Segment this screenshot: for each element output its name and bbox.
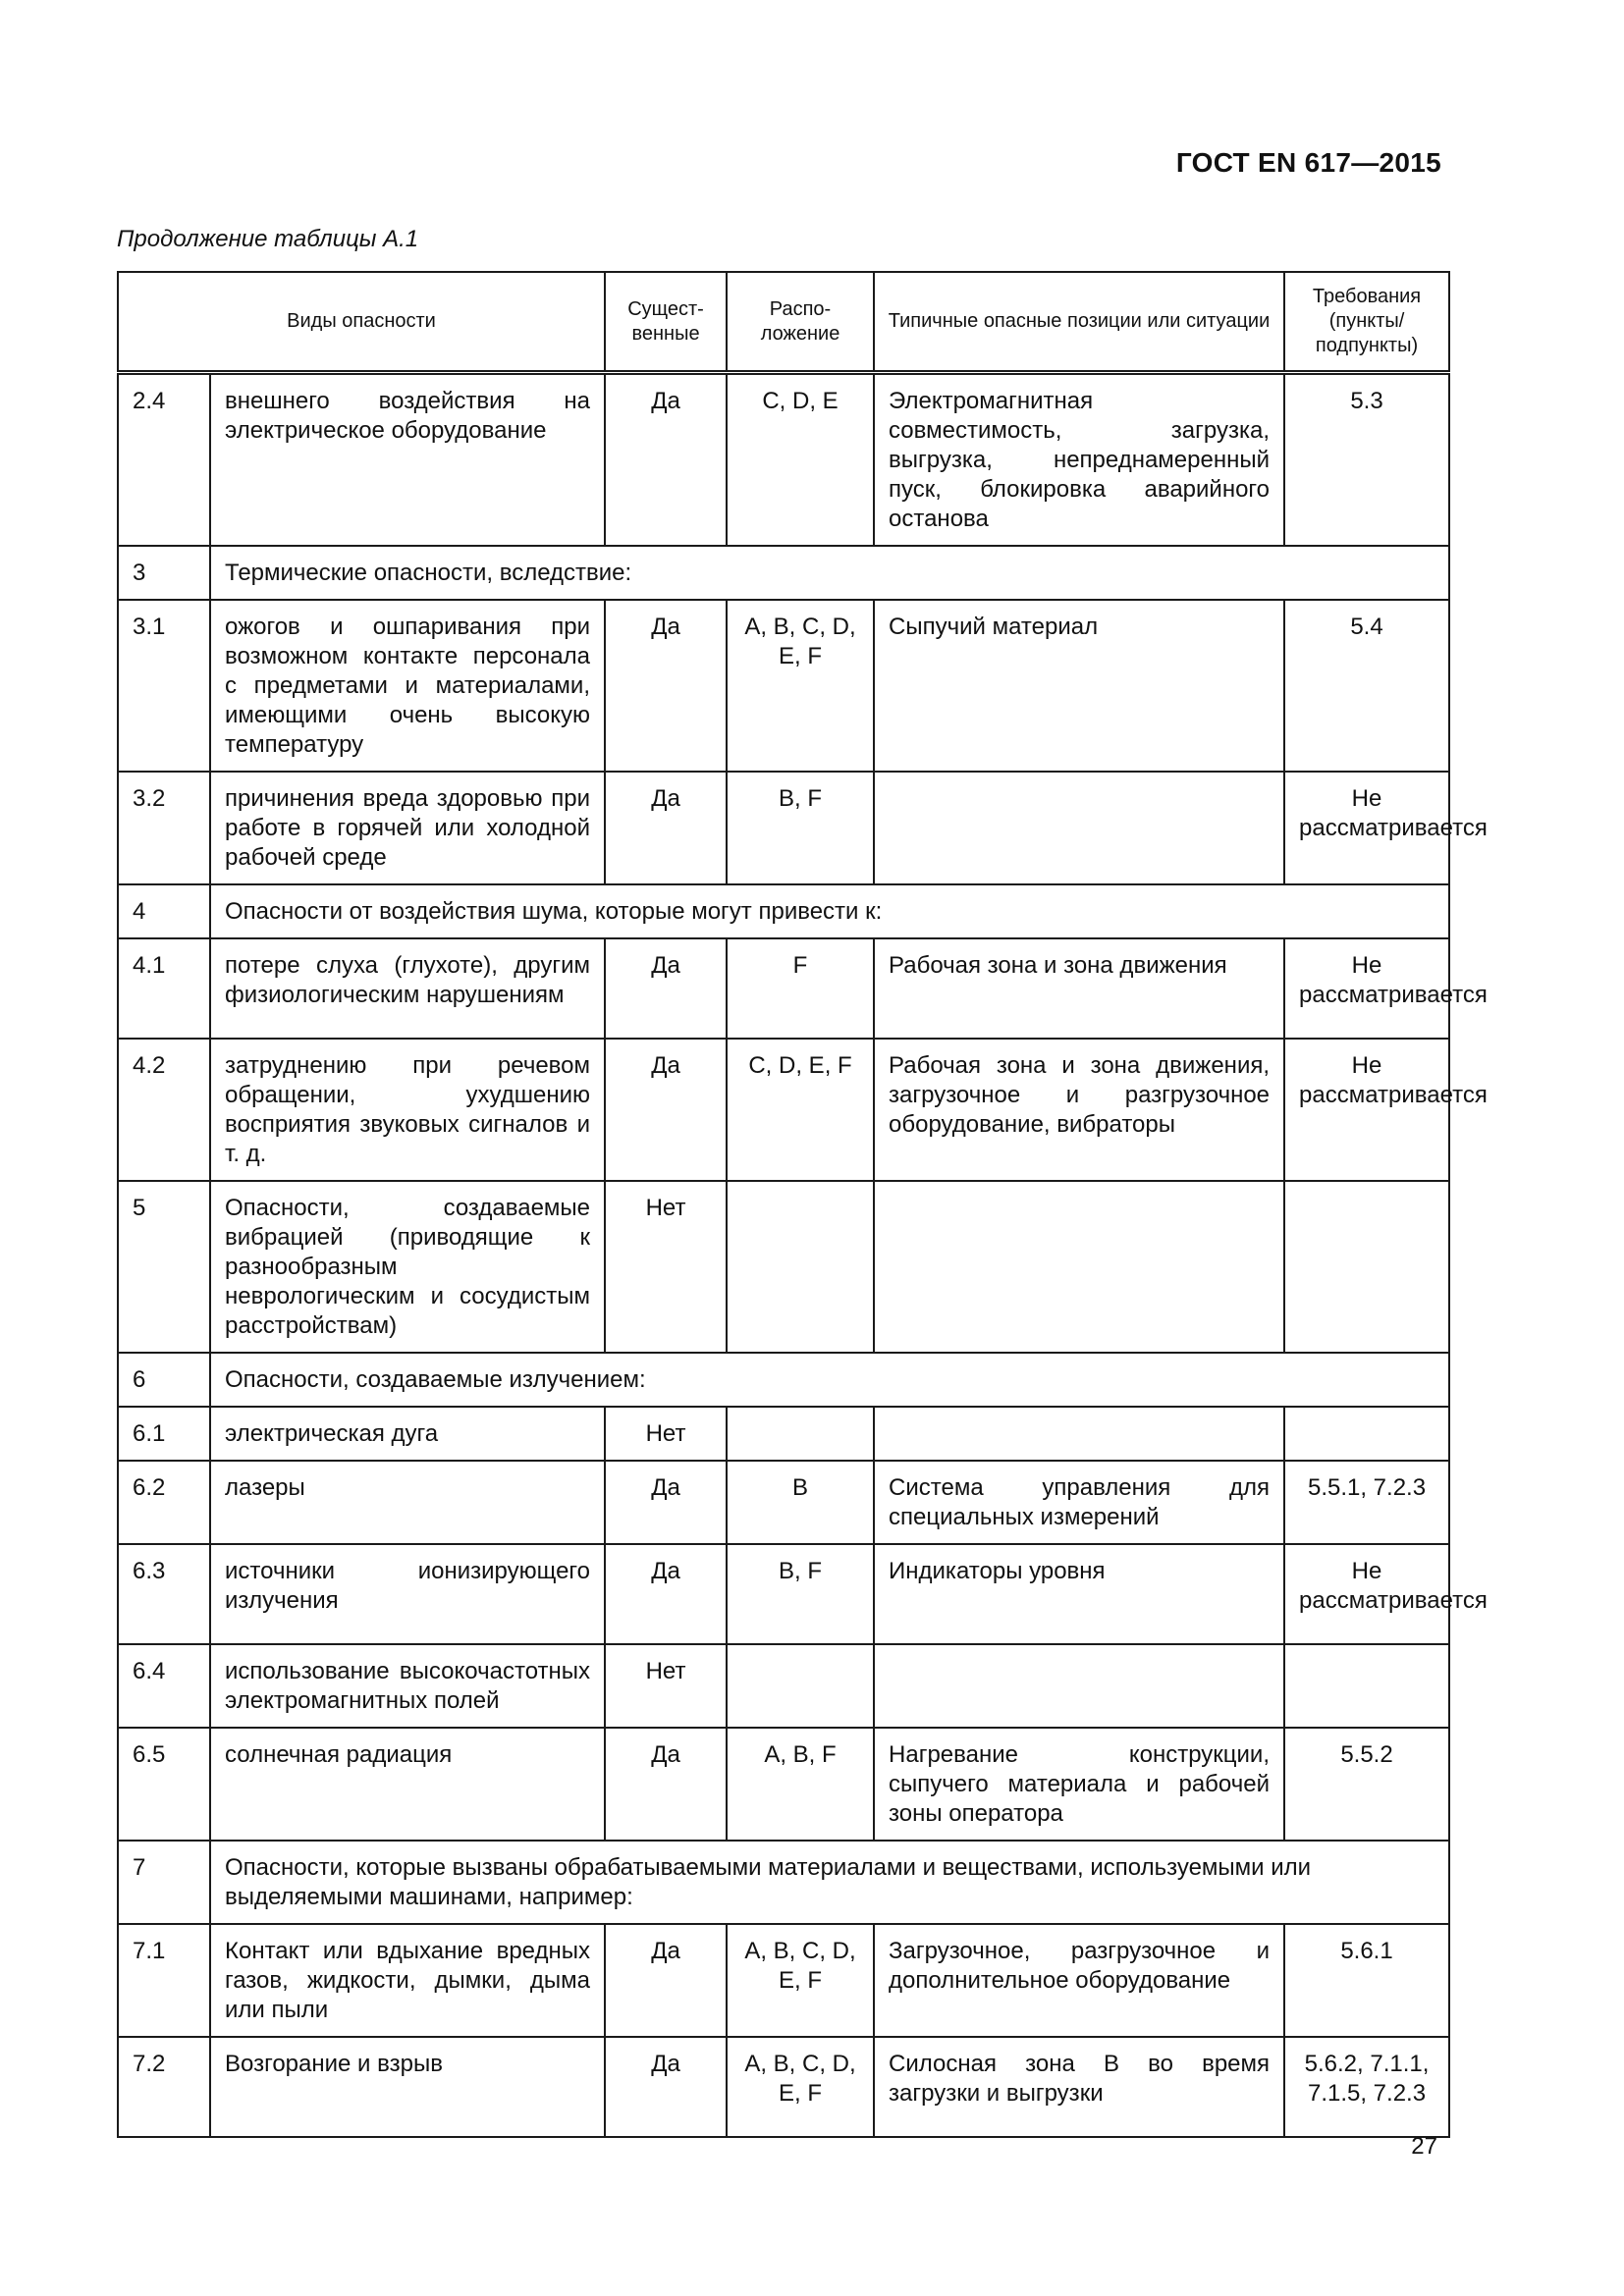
cell-group-title: Термические опасности, вследствие: xyxy=(210,546,1449,600)
cell-location: A, B, C, D, E, F xyxy=(727,600,874,772)
cell-essential: Да xyxy=(605,1461,727,1544)
table-row xyxy=(118,1924,1449,2037)
cell-requirements: 5.3 xyxy=(1284,373,1449,547)
cell-essential: Да xyxy=(605,1544,727,1644)
cell-situation: Нагревание конструкции, сыпучего материала и рабочей зоны оператора xyxy=(874,1728,1284,1841)
cell-group-title: Опасности, которые вызваны обрабатываемыми материалами и веществами, используемыми или выделяемыми машинами, например: xyxy=(210,1841,1449,1924)
cell-number: 7.2 xyxy=(118,2037,210,2137)
table-row xyxy=(118,1461,1449,1544)
cell-number: 4.2 xyxy=(118,1039,210,1181)
cell-location: A, B, C, D, E, F xyxy=(727,1924,874,2037)
document-code: ГОСТ EN 617—2015 xyxy=(1175,147,1441,178)
table-row xyxy=(118,1181,1449,1353)
cell-requirements xyxy=(1284,1407,1449,1461)
cell-requirements: Не рассматривается xyxy=(1284,772,1449,884)
cell-number: 6.4 xyxy=(118,1644,210,1728)
cell-location: B, F xyxy=(727,772,874,884)
cell-essential: Да xyxy=(605,1924,727,2037)
cell-number: 5 xyxy=(118,1181,210,1353)
cell-essential: Нет xyxy=(605,1644,727,1728)
group-row xyxy=(118,1841,1449,1924)
cell-description: Опасности, создаваемые вибрацией (приводящие к разнообразным неврологическим и сосудистым расстройствам) xyxy=(210,1181,605,1353)
cell-situation: Рабочая зона и зона движения, загрузочное и разгрузочное оборудование, вибраторы xyxy=(874,1039,1284,1181)
cell-location: F xyxy=(727,938,874,1039)
table-row xyxy=(118,1728,1449,1841)
table-body xyxy=(118,373,1488,2138)
cell-number: 6.3 xyxy=(118,1544,210,1644)
cell-description: солнечная радиация xyxy=(210,1728,605,1841)
cell-requirements: Не рассматривается xyxy=(1284,1039,1449,1181)
cell-number: 6.2 xyxy=(118,1461,210,1544)
cell-location: A, B, C, D, E, F xyxy=(727,2037,874,2137)
cell-location: C, D, E xyxy=(727,373,874,547)
cell-situation: Электромагнитная совместимость, загрузка, выгрузка, непреднамеренный пуск, блокировка аварийного останова xyxy=(874,373,1284,547)
table-row xyxy=(118,1039,1449,1181)
cell-location: B xyxy=(727,1461,874,1544)
cell-number: 3.1 xyxy=(118,600,210,772)
header-location: Распо-ложение xyxy=(727,272,874,373)
cell-number: 6 xyxy=(118,1353,210,1407)
cell-essential: Да xyxy=(605,1728,727,1841)
cell-essential: Да xyxy=(605,600,727,772)
cell-description: источники ионизирующего излучения xyxy=(210,1544,605,1644)
cell-essential: Нет xyxy=(605,1407,727,1461)
group-row xyxy=(118,884,1449,938)
header-essential: Сущест-венные xyxy=(605,272,727,373)
cell-number: 3 xyxy=(118,546,210,600)
cell-requirements: Не рассматривается xyxy=(1284,938,1449,1039)
cell-situation: Система управления для специальных измерений xyxy=(874,1461,1284,1544)
table-row xyxy=(118,1407,1449,1461)
cell-requirements: 5.4 xyxy=(1284,600,1449,772)
cell-location xyxy=(727,1644,874,1728)
cell-description: лазеры xyxy=(210,1461,605,1544)
cell-requirements: 5.6.1 xyxy=(1284,1924,1449,2037)
header-hazard-type: Виды опасности xyxy=(118,272,605,373)
cell-requirements: 5.6.2, 7.1.1, 7.1.5, 7.2.3 xyxy=(1284,2037,1449,2137)
cell-essential: Да xyxy=(605,373,727,547)
table-row xyxy=(118,373,1449,547)
cell-situation xyxy=(874,1181,1284,1353)
table-header-row xyxy=(118,272,1449,373)
cell-group-title: Опасности, создаваемые излучением: xyxy=(210,1353,1449,1407)
cell-description: внешнего воздействия на электрическое оборудование xyxy=(210,373,605,547)
cell-number: 7 xyxy=(118,1841,210,1924)
cell-description: затруднению при речевом обращении, ухудшению восприятия звуковых сигналов и т. д. xyxy=(210,1039,605,1181)
cell-number: 2.4 xyxy=(118,373,210,547)
table-row xyxy=(118,1544,1449,1644)
cell-requirements xyxy=(1284,1181,1449,1353)
cell-requirements xyxy=(1284,1644,1449,1728)
header-situation: Типичные опасные позиции или ситуации xyxy=(874,272,1284,373)
cell-number: 4.1 xyxy=(118,938,210,1039)
cell-situation xyxy=(874,1407,1284,1461)
group-row xyxy=(118,546,1449,600)
cell-essential: Да xyxy=(605,772,727,884)
cell-situation xyxy=(874,1644,1284,1728)
hazards-table xyxy=(117,271,1488,2138)
cell-situation: Загрузочное, разгрузочное и дополнительное оборудование xyxy=(874,1924,1284,2037)
cell-essential: Да xyxy=(605,1039,727,1181)
cell-number: 7.1 xyxy=(118,1924,210,2037)
cell-location xyxy=(727,1407,874,1461)
cell-number: 6.1 xyxy=(118,1407,210,1461)
cell-description: потере слуха (глухоте), другим физиологическим нарушениям xyxy=(210,938,605,1039)
cell-situation: Силосная зона В во время загрузки и выгрузки xyxy=(874,2037,1284,2137)
cell-description: использование высокочастотных электромагнитных полей xyxy=(210,1644,605,1728)
cell-situation: Рабочая зона и зона движения xyxy=(874,938,1284,1039)
cell-location: A, B, F xyxy=(727,1728,874,1841)
table-row xyxy=(118,2037,1449,2137)
table-row xyxy=(118,600,1449,772)
cell-requirements: Не рассматривается xyxy=(1284,1544,1449,1644)
cell-location: B, F xyxy=(727,1544,874,1644)
cell-essential: Да xyxy=(605,938,727,1039)
group-row xyxy=(118,1353,1449,1407)
cell-requirements: 5.5.2 xyxy=(1284,1728,1449,1841)
table-row xyxy=(118,1644,1449,1728)
cell-essential: Да xyxy=(605,2037,727,2137)
cell-situation: Индикаторы уровня xyxy=(874,1544,1284,1644)
cell-situation: Сыпучий материал xyxy=(874,600,1284,772)
cell-description: причинения вреда здоровью при работе в горячей или холодной рабочей среде xyxy=(210,772,605,884)
cell-location: C, D, E, F xyxy=(727,1039,874,1181)
cell-description: электрическая дуга xyxy=(210,1407,605,1461)
cell-description: Возгорание и взрыв xyxy=(210,2037,605,2137)
cell-description: ожогов и ошпаривания при возможном контакте персонала с предметами и материалами, имеющими очень высокую температуру xyxy=(210,600,605,772)
cell-description: Контакт или вдыхание вредных газов, жидкости, дымки, дыма или пыли xyxy=(210,1924,605,2037)
cell-location xyxy=(727,1181,874,1353)
header-requirements: Требования (пункты/ подпункты) xyxy=(1284,272,1449,373)
page-number: 27 xyxy=(1411,2133,1437,2160)
cell-requirements: 5.5.1, 7.2.3 xyxy=(1284,1461,1449,1544)
table-row xyxy=(118,772,1449,884)
cell-situation xyxy=(874,772,1284,884)
cell-essential: Нет xyxy=(605,1181,727,1353)
table-caption: Продолжение таблицы А.1 xyxy=(117,226,419,252)
cell-group-title: Опасности от воздействия шума, которые могут привести к: xyxy=(210,884,1449,938)
table-row xyxy=(118,938,1449,1039)
cell-number: 4 xyxy=(118,884,210,938)
cell-number: 3.2 xyxy=(118,772,210,884)
cell-number: 6.5 xyxy=(118,1728,210,1841)
